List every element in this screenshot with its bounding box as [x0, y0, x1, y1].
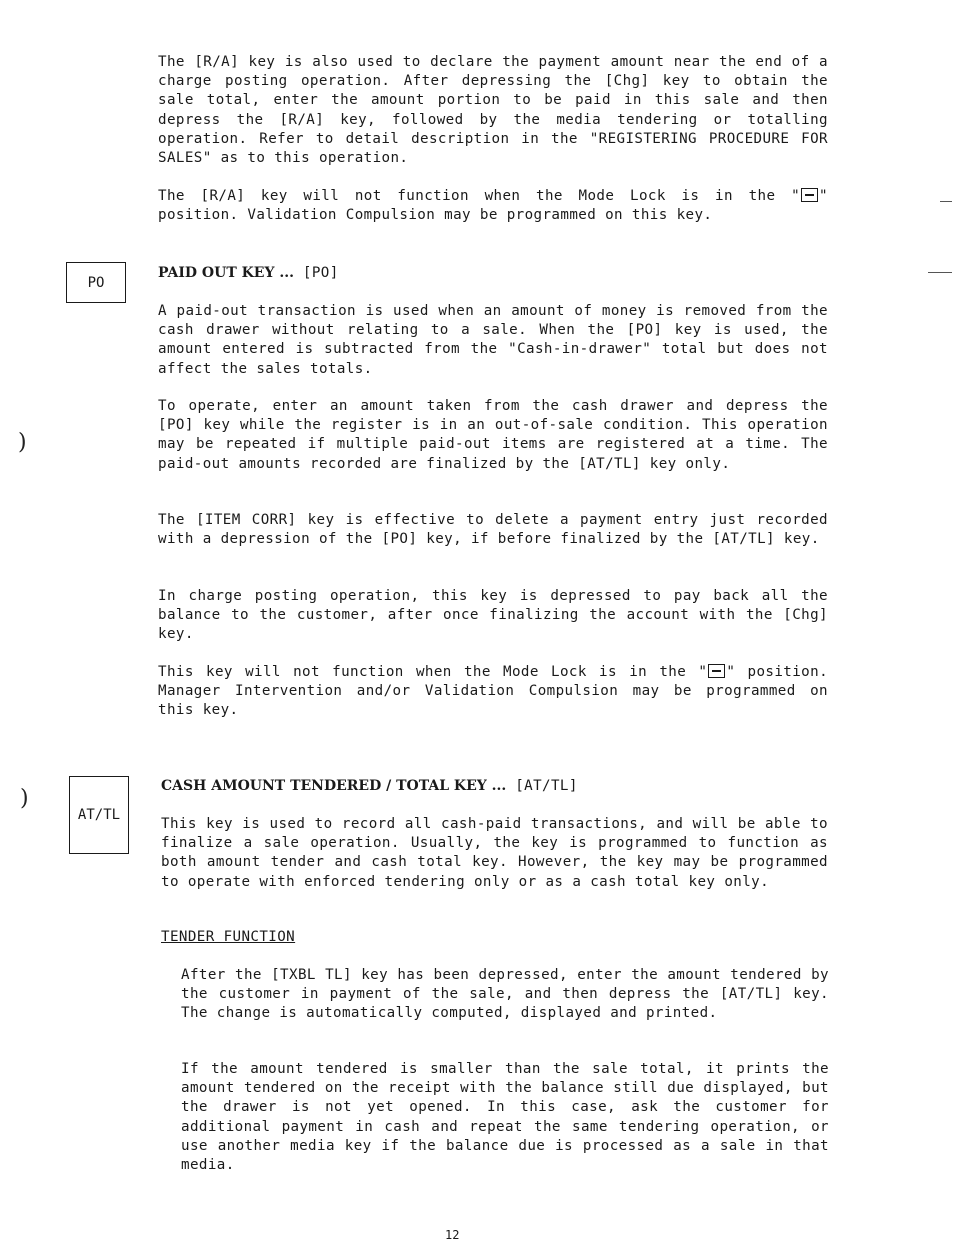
paid-out-heading-title: PAID OUT KEY ...: [158, 265, 294, 281]
ra-paragraph-1: The [R/A] key is also used to declare the payment amount near the end of a charge posting operation. After depressing the [Chg] key to obtain the sale total, enter the amount portion to be paid in this sale and then depress the [R/A] key, followed by the media tendering or totalling operation. Refer to detail description in the "REGISTERING PROCEDURE FOR SALES" as to this operation.: [158, 54, 828, 167]
po-paragraph-1: A paid-out transaction is used when an amount of money is removed from the cash drawer without relating to a sale. When the [PO] key is used, the amount entered is subtracted from the "Cash-in-drawer" total but does not affect the sales totals.: [158, 303, 828, 377]
cash-amount-heading-title: CASH AMOUNT TENDERED / TOTAL KEY ...: [161, 778, 507, 794]
paid-out-heading-code: [PO]: [302, 265, 339, 281]
cash-amount-heading-code: [AT/TL]: [515, 778, 578, 794]
po-paragraph-5-text-b: " position. Manager Intervention and/or Validation Compulsion may be programmed on this key.: [158, 664, 829, 719]
mode-lock-minus-icon: [708, 664, 725, 678]
po-key-label: PO: [87, 274, 105, 291]
at-tl-key-label: AT/TL: [77, 807, 121, 823]
cash-amount-heading: [161, 777, 578, 796]
tender-function-subheading: TENDER FUNCTION: [161, 929, 296, 945]
margin-mark: [940, 201, 952, 202]
tender-paragraph-2: If the amount tendered is smaller than the sale total, it prints the amount tendered on the receipt with the balance still due displayed, but the drawer is not yet opened. In this case, ask the customer for additional payment in cash and repeat the same tendering operation, or use another media key if the balance due is processed as a sale in that media.: [181, 1061, 829, 1174]
mode-lock-minus-icon: [801, 188, 818, 202]
ra-paragraph-2-text-a: The [R/A] key will not function when the Mode Lock is in the ": [158, 188, 801, 204]
po-paragraph-2: To operate, enter an amount taken from the cash drawer and depress the [PO] key while the register is in an out-of-sale condition. This operation may be repeated if multiple paid-out items are registered at a time. The paid-out amounts recorded are finalized by the [AT/TL] key only.: [158, 398, 828, 472]
binding-hole-mark: ): [18, 430, 27, 455]
at-tl-key-box: [69, 776, 129, 854]
ra-paragraph-2: [158, 187, 828, 225]
ra-paragraph-2-text-b: " position. Validation Compulsion may be programmed on this key.: [158, 188, 828, 224]
po-paragraph-5-text-a: This key will not function when the Mode Lock is in the ": [158, 664, 708, 680]
paid-out-heading: [158, 264, 339, 283]
tender-paragraph-1: After the [TXBL TL] key has been depressed, enter the amount tendered by the customer in payment of the sale, and then depress the [AT/TL] key. The change is automatically computed, displayed and printed.: [181, 967, 829, 1022]
po-key-box: [66, 262, 126, 303]
page-number: 12: [445, 1228, 460, 1242]
binding-hole-mark: ): [20, 786, 29, 811]
po-paragraph-3: The [ITEM CORR] key is effective to delete a payment entry just recorded with a depression of the [PO] key, if before finalized by the [AT/TL] key.: [158, 512, 828, 548]
po-paragraph-5: [158, 663, 828, 721]
po-paragraph-4: In charge posting operation, this key is depressed to pay back all the balance to the customer, after once finalizing the account with the [Chg] key.: [158, 588, 828, 643]
at-paragraph-1: This key is used to record all cash-paid transactions, and will be able to finalize a sale operation. Usually, the key is programmed to function as both amount tender and cash total key. However, the key may be programmed to operate with enforced tendering only or as a cash total key only.: [161, 816, 828, 890]
margin-mark: [928, 272, 952, 273]
